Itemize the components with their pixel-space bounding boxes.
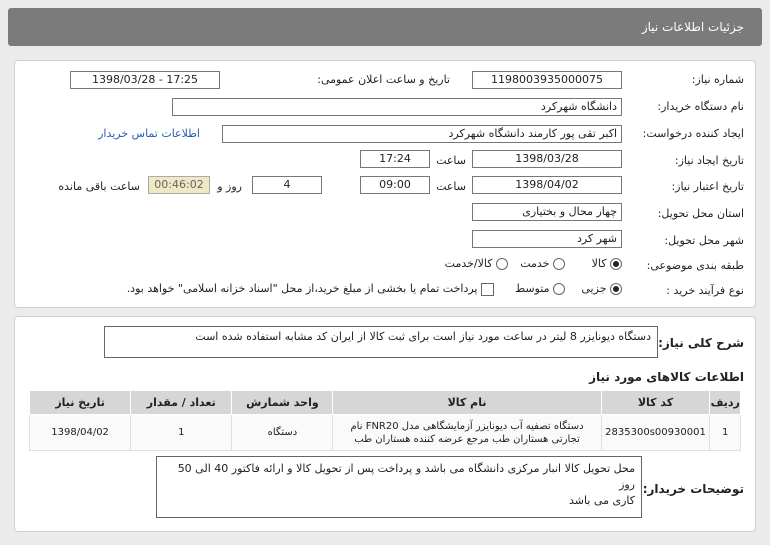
treasury-option[interactable] (127, 282, 494, 296)
announce-label: تاریخ و ساعت اعلان عمومی: (317, 73, 450, 86)
items-title: اطلاعات کالاهای مورد نیاز (589, 370, 744, 384)
items-table-header (30, 391, 741, 415)
items-table-wrap (29, 390, 741, 451)
cell-qty: 1 (131, 415, 232, 451)
col-unit: واحد شمارش (232, 391, 333, 415)
process-medium-label: متوسط (514, 282, 550, 295)
created-date-field[interactable]: 1398/03/28 (472, 150, 622, 168)
cell-code: 2835300s00930001 (601, 415, 710, 451)
created-date-label: تاریخ ایجاد نیاز: (674, 154, 744, 167)
process-option-medium[interactable] (515, 282, 565, 295)
process-option-minor[interactable] (581, 282, 622, 295)
creator-label: ایجاد کننده درخواست: (642, 127, 744, 140)
province-label: استان محل تحویل: (657, 207, 744, 220)
announce-datetime-field[interactable]: 1398/03/28 - 17:25 (70, 71, 220, 89)
summary-label: شرح کلی نیاز: (658, 336, 744, 350)
page-header (8, 8, 762, 46)
province-field[interactable]: چهار محال و بختیاری (472, 203, 622, 221)
cell-name (333, 415, 601, 451)
page-title: جزئیات اطلاعات نیاز (641, 20, 744, 34)
category-option-service[interactable] (520, 257, 565, 270)
created-time-field[interactable]: 17:24 (360, 150, 430, 168)
category-service-label: خدمت (520, 257, 550, 270)
cell-row: 1 (710, 415, 741, 451)
buyer-org-field[interactable]: دانشگاه شهرکرد (172, 98, 622, 116)
category-option-goods-service[interactable] (445, 257, 508, 270)
radio-minor[interactable] (610, 283, 622, 295)
buyer-notes-line1: محل تحویل کالا انبار مرکزی دانشگاه می باشد و پرداخت پس از تحویل کالا و ارائه فاکتور 40 الی 50 روز (177, 462, 635, 491)
items-table (29, 390, 741, 451)
validity-time-field[interactable]: 09:00 (360, 176, 430, 194)
cell-date: 1398/04/02 (30, 415, 131, 451)
validity-date-field[interactable]: 1398/04/02 (472, 176, 622, 194)
cell-unit: دستگاه (232, 415, 333, 451)
process-label: نوع فرآیند خرید : (666, 284, 744, 297)
col-date: تاریخ نیاز (30, 391, 131, 415)
col-code: کد کالا (601, 391, 710, 415)
radio-medium[interactable] (553, 283, 565, 295)
remaining-label: ساعت باقی مانده (58, 180, 140, 193)
category-goods-label: کالا (591, 257, 607, 270)
remaining-time-field: 00:46:02 (148, 176, 210, 194)
validity-time-label: ساعت (436, 180, 466, 193)
category-option-goods[interactable] (592, 257, 622, 270)
cell-name-line1: دستگاه تصفیه آب دیونایزر آزمایشگاهی مدل FNR20 نام (350, 420, 584, 432)
buyer-org-label: نام دستگاه خریدار: (657, 100, 744, 113)
city-field[interactable]: شهر کرد (472, 230, 622, 248)
days-label: روز و (217, 180, 242, 193)
treasury-checkbox[interactable] (481, 283, 494, 296)
need-number-label: شماره نیاز: (691, 73, 744, 86)
buyer-notes-label: توضیحات خریدار: (642, 482, 744, 496)
city-label: شهر محل تحویل: (664, 234, 744, 247)
col-row: ردیف (710, 391, 741, 415)
category-goods-service-label: کالا/خدمت (444, 257, 493, 270)
category-label: طبقه بندی موضوعی: (646, 259, 744, 272)
need-number-field[interactable]: 1198003935000075 (472, 71, 622, 89)
buyer-notes-line2: کاری می باشد (569, 494, 635, 507)
cell-name-line2: تجارتی هستاران طب مرجع عرضه کننده هستاران طب (354, 433, 580, 445)
validity-date-label: تاریخ اعتبار نیاز: (671, 180, 744, 193)
col-qty: تعداد / مقدار (131, 391, 232, 415)
radio-service[interactable] (553, 258, 565, 270)
table-row[interactable] (30, 415, 741, 451)
summary-text: دستگاه دیونایزر 8 لیتر در ساعت مورد نیاز است برای ثبت کالا از ایران کد مشابه استفاده شده است (104, 326, 658, 358)
radio-goods-service[interactable] (496, 258, 508, 270)
remaining-days-field[interactable]: 4 (252, 176, 322, 194)
buyer-notes-text (156, 456, 642, 518)
radio-goods[interactable] (610, 258, 622, 270)
created-time-label: ساعت (436, 154, 466, 167)
treasury-note: پرداخت تمام یا بخشی از مبلغ خرید،از محل "اسناد خزانه اسلامی" خواهد بود. (126, 282, 478, 295)
contact-buyer-link[interactable]: اطلاعات تماس خریدار (98, 127, 200, 140)
col-name: نام کالا (333, 391, 601, 415)
creator-field[interactable]: اکبر تقی پور کارمند دانشگاه شهرکرد (222, 125, 622, 143)
process-minor-label: جزیی (581, 282, 607, 295)
